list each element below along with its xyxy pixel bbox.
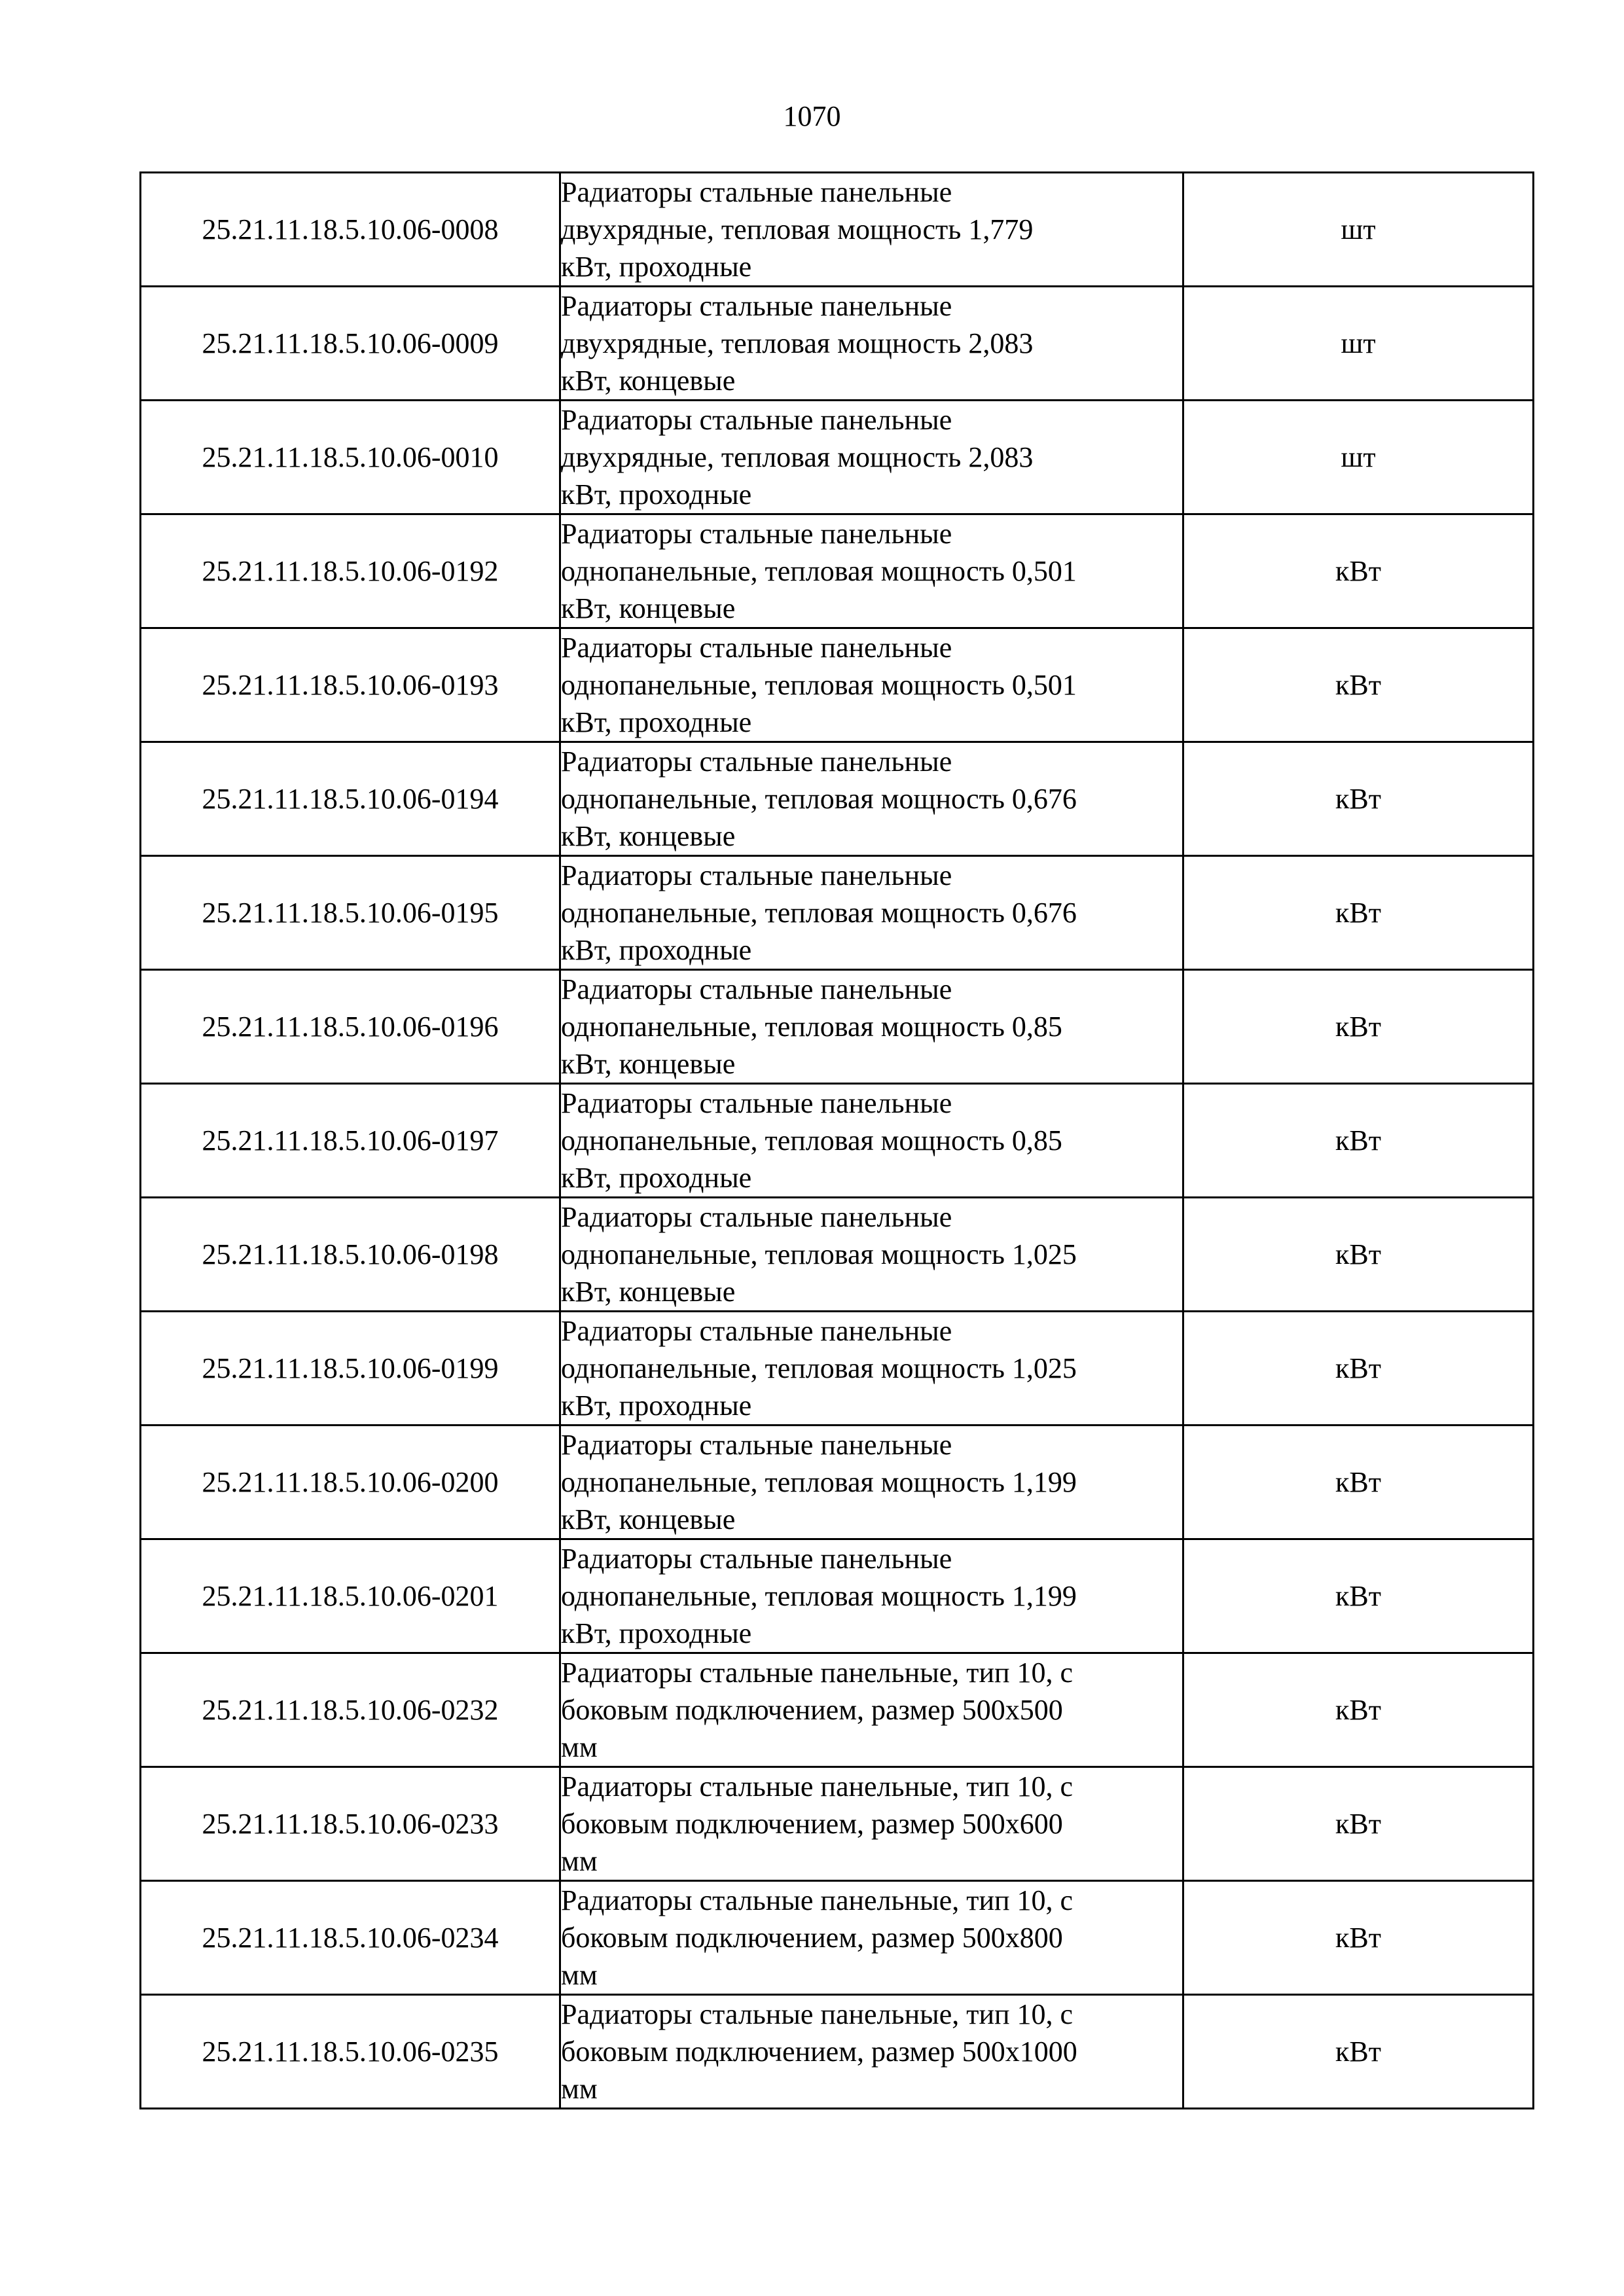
description-line: кВт, проходные <box>561 706 752 738</box>
description-line: боковым подключением, размер 500х500 <box>561 1694 1063 1726</box>
description-line: кВт, концевые <box>561 820 736 852</box>
description-line: Радиаторы стальные панельные <box>561 745 952 778</box>
description-line: Радиаторы стальные панельные, тип 10, с <box>561 1884 1074 1916</box>
table-body <box>141 173 1534 2109</box>
description-line: Радиаторы стальные панельные <box>561 632 952 664</box>
description-line: однопанельные, тепловая мощность 1,199 <box>561 1466 1077 1498</box>
description-line: Радиаторы стальные панельные <box>561 1315 952 1347</box>
item-code: 25.21.11.18.5.10.06-0198 <box>141 1198 560 1312</box>
table-row <box>141 1426 1534 1539</box>
item-code: 25.21.11.18.5.10.06-0008 <box>141 173 560 287</box>
description-line: Радиаторы стальные панельные <box>561 518 952 550</box>
item-description <box>560 1426 1183 1539</box>
table-row <box>141 1312 1534 1426</box>
item-description <box>560 1995 1183 2109</box>
description-line: кВт, концевые <box>561 592 736 624</box>
item-unit: кВт <box>1183 1084 1534 1198</box>
description-line: кВт, проходные <box>561 251 752 283</box>
table-row <box>141 1881 1534 1995</box>
item-description <box>560 1312 1183 1426</box>
description-line: Радиаторы стальные панельные, тип 10, с <box>561 1657 1074 1689</box>
item-unit: шт <box>1183 287 1534 401</box>
item-description <box>560 1539 1183 1653</box>
item-unit: кВт <box>1183 1312 1534 1426</box>
item-code: 25.21.11.18.5.10.06-0195 <box>141 856 560 970</box>
table-row <box>141 1995 1534 2109</box>
description-line: Радиаторы стальные панельные <box>561 1429 952 1461</box>
item-unit: кВт <box>1183 1653 1534 1767</box>
description-line: однопанельные, тепловая мощность 1,199 <box>561 1580 1077 1612</box>
description-line: двухрядные, тепловая мощность 2,083 <box>561 441 1034 473</box>
item-description <box>560 401 1183 514</box>
description-line: Радиаторы стальные панельные, тип 10, с <box>561 1998 1074 2030</box>
item-unit: шт <box>1183 173 1534 287</box>
description-line: кВт, концевые <box>561 1048 736 1080</box>
description-line: Радиаторы стальные панельные <box>561 973 952 1005</box>
description-line: Радиаторы стальные панельные <box>561 404 952 436</box>
description-line: однопанельные, тепловая мощность 0,85 <box>561 1124 1062 1157</box>
item-description <box>560 970 1183 1084</box>
item-description <box>560 514 1183 628</box>
item-code: 25.21.11.18.5.10.06-0192 <box>141 514 560 628</box>
item-code: 25.21.11.18.5.10.06-0196 <box>141 970 560 1084</box>
description-line: кВт, проходные <box>561 478 752 511</box>
description-line: Радиаторы стальные панельные <box>561 1087 952 1119</box>
item-code: 25.21.11.18.5.10.06-0234 <box>141 1881 560 1995</box>
description-line: однопанельные, тепловая мощность 0,85 <box>561 1011 1062 1043</box>
description-line: кВт, проходные <box>561 934 752 966</box>
table-row <box>141 401 1534 514</box>
item-description <box>560 856 1183 970</box>
description-line: Радиаторы стальные панельные <box>561 176 952 208</box>
item-description <box>560 1084 1183 1198</box>
description-line: однопанельные, тепловая мощность 0,501 <box>561 555 1077 587</box>
description-line: однопанельные, тепловая мощность 0,676 <box>561 897 1077 929</box>
table-row <box>141 514 1534 628</box>
description-line: кВт, проходные <box>561 1390 752 1422</box>
description-line: мм <box>561 1731 598 1763</box>
description-line: Радиаторы стальные панельные <box>561 1543 952 1575</box>
table-row <box>141 287 1534 401</box>
item-description <box>560 1653 1183 1767</box>
description-line: мм <box>561 1959 598 1991</box>
description-line: боковым подключением, размер 500х600 <box>561 1808 1063 1840</box>
item-unit: кВт <box>1183 1198 1534 1312</box>
item-code: 25.21.11.18.5.10.06-0232 <box>141 1653 560 1767</box>
description-line: двухрядные, тепловая мощность 2,083 <box>561 327 1034 359</box>
item-unit: шт <box>1183 401 1534 514</box>
description-line: кВт, концевые <box>561 1503 736 1535</box>
item-unit: кВт <box>1183 856 1534 970</box>
item-description <box>560 628 1183 742</box>
description-line: двухрядные, тепловая мощность 1,779 <box>561 213 1034 245</box>
description-line: мм <box>561 2073 598 2105</box>
item-unit: кВт <box>1183 742 1534 856</box>
item-description <box>560 287 1183 401</box>
description-line: однопанельные, тепловая мощность 1,025 <box>561 1238 1077 1270</box>
item-code: 25.21.11.18.5.10.06-0200 <box>141 1426 560 1539</box>
item-description <box>560 1881 1183 1995</box>
item-description <box>560 1198 1183 1312</box>
item-code: 25.21.11.18.5.10.06-0233 <box>141 1767 560 1881</box>
table-row <box>141 742 1534 856</box>
description-line: мм <box>561 1845 598 1877</box>
item-code: 25.21.11.18.5.10.06-0194 <box>141 742 560 856</box>
description-line: однопанельные, тепловая мощность 0,676 <box>561 783 1077 815</box>
table-row <box>141 970 1534 1084</box>
item-code: 25.21.11.18.5.10.06-0197 <box>141 1084 560 1198</box>
item-unit: кВт <box>1183 1767 1534 1881</box>
item-unit: кВт <box>1183 1995 1534 2109</box>
item-unit: кВт <box>1183 970 1534 1084</box>
table-row <box>141 628 1534 742</box>
table-row <box>141 173 1534 287</box>
item-code: 25.21.11.18.5.10.06-0201 <box>141 1539 560 1653</box>
table-row <box>141 1084 1534 1198</box>
item-unit: кВт <box>1183 514 1534 628</box>
item-description <box>560 742 1183 856</box>
description-line: однопанельные, тепловая мощность 0,501 <box>561 669 1077 701</box>
description-line: Радиаторы стальные панельные <box>561 859 952 891</box>
description-line: боковым подключением, размер 500х800 <box>561 1922 1063 1954</box>
description-line: кВт, концевые <box>561 1276 736 1308</box>
table-row <box>141 1539 1534 1653</box>
description-line: боковым подключением, размер 500х1000 <box>561 2036 1077 2068</box>
item-description <box>560 173 1183 287</box>
item-code: 25.21.11.18.5.10.06-0199 <box>141 1312 560 1426</box>
page-number: 1070 <box>783 100 841 132</box>
description-line: однопанельные, тепловая мощность 1,025 <box>561 1352 1077 1384</box>
item-code: 25.21.11.18.5.10.06-0010 <box>141 401 560 514</box>
table-row <box>141 1767 1534 1881</box>
description-line: Радиаторы стальные панельные, тип 10, с <box>561 1770 1074 1803</box>
description-line: кВт, проходные <box>561 1162 752 1194</box>
item-code: 25.21.11.18.5.10.06-0235 <box>141 1995 560 2109</box>
item-unit: кВт <box>1183 1426 1534 1539</box>
table-row <box>141 1198 1534 1312</box>
description-line: Радиаторы стальные панельные <box>561 1201 952 1233</box>
item-description <box>560 1767 1183 1881</box>
item-code: 25.21.11.18.5.10.06-0009 <box>141 287 560 401</box>
item-code: 25.21.11.18.5.10.06-0193 <box>141 628 560 742</box>
table-row <box>141 856 1534 970</box>
description-line: Радиаторы стальные панельные <box>561 290 952 322</box>
item-unit: кВт <box>1183 1539 1534 1653</box>
item-unit: кВт <box>1183 1881 1534 1995</box>
table-row <box>141 1653 1534 1767</box>
description-line: кВт, проходные <box>561 1617 752 1649</box>
specification-table <box>139 171 1534 2109</box>
description-line: кВт, концевые <box>561 365 736 397</box>
item-unit: кВт <box>1183 628 1534 742</box>
